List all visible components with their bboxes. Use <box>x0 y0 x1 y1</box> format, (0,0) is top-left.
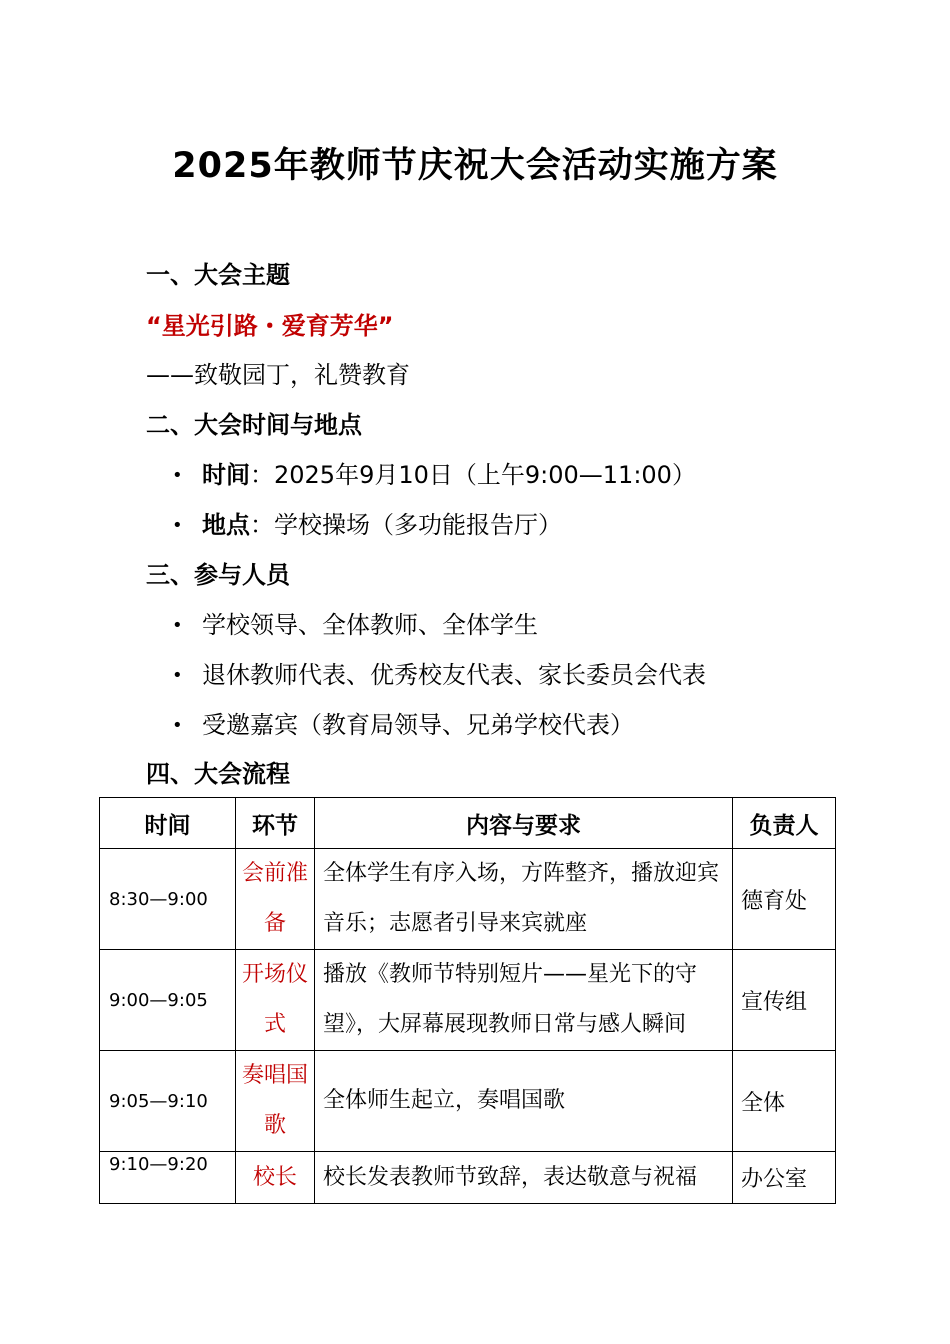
agenda-table <box>99 797 836 1204</box>
item-text: 学校领导、全体教师、全体学生 <box>202 611 538 639</box>
list-item <box>172 708 634 743</box>
bullet-dot-icon: • <box>172 665 183 686</box>
bullet-dot-icon: • <box>172 515 183 536</box>
cell-owner: 德育处 <box>733 849 836 950</box>
table-row <box>100 1051 836 1152</box>
item-text: 受邀嘉宾（教育局领导、兄弟学校代表） <box>202 711 634 739</box>
list-item <box>172 658 706 693</box>
column-header-owner: 负责人 <box>733 798 836 849</box>
list-item <box>172 608 538 643</box>
item-label: 地点 <box>202 511 250 539</box>
document-title: 2025年教师节庆祝大会活动实施方案 <box>172 146 778 186</box>
list-item-time <box>172 458 696 493</box>
column-header-stage: 环节 <box>236 798 315 849</box>
section-heading-theme: 一、大会主题 <box>146 261 290 289</box>
cell-stage: 校长 <box>236 1152 315 1204</box>
cell-time: 9:10—9:20 <box>100 1152 236 1204</box>
cell-time: 8:30—9:00 <box>100 849 236 950</box>
cell-stage: 奏唱国歌 <box>236 1051 315 1152</box>
cell-content: 全体学生有序入场，方阵整齐，播放迎宾音乐；志愿者引导来宾就座 <box>315 849 733 950</box>
cell-owner: 办公室 <box>733 1152 836 1204</box>
cell-stage: 开场仪式 <box>236 950 315 1051</box>
table-header-row <box>100 798 836 849</box>
cell-stage: 会前准备 <box>236 849 315 950</box>
cell-content: 校长发表教师节致辞，表达敬意与祝福 <box>315 1152 733 1204</box>
section-heading-time-place: 二、大会时间与地点 <box>146 411 362 439</box>
theme-main: “星光引路・爱育芳华” <box>146 312 394 340</box>
cell-owner: 全体 <box>733 1051 836 1152</box>
bullet-dot-icon: • <box>172 615 183 636</box>
table-row <box>100 950 836 1051</box>
item-label: 时间 <box>202 461 250 489</box>
column-header-time: 时间 <box>100 798 236 849</box>
list-item-place <box>172 508 562 543</box>
cell-content: 全体师生起立，奏唱国歌 <box>315 1051 733 1152</box>
section-heading-participants: 三、参与人员 <box>146 561 290 589</box>
column-header-content: 内容与要求 <box>315 798 733 849</box>
section-heading-agenda: 四、大会流程 <box>146 760 290 788</box>
cell-time: 9:00—9:05 <box>100 950 236 1051</box>
bullet-dot-icon: • <box>172 715 183 736</box>
item-text: ：学校操场（多功能报告厅） <box>250 511 562 539</box>
bullet-dot-icon: • <box>172 465 183 486</box>
cell-content: 播放《教师节特别短片——星光下的守望》，大屏幕展现教师日常与感人瞬间 <box>315 950 733 1051</box>
item-text: ：2025年9月10日（上午9:00—11:00） <box>250 461 696 489</box>
cell-time: 9:05—9:10 <box>100 1051 236 1152</box>
item-text: 退休教师代表、优秀校友代表、家长委员会代表 <box>202 661 706 689</box>
table-row <box>100 1152 836 1204</box>
theme-sub: ——致敬园丁，礼赞教育 <box>146 361 410 389</box>
table-row <box>100 849 836 950</box>
cell-owner: 宣传组 <box>733 950 836 1051</box>
